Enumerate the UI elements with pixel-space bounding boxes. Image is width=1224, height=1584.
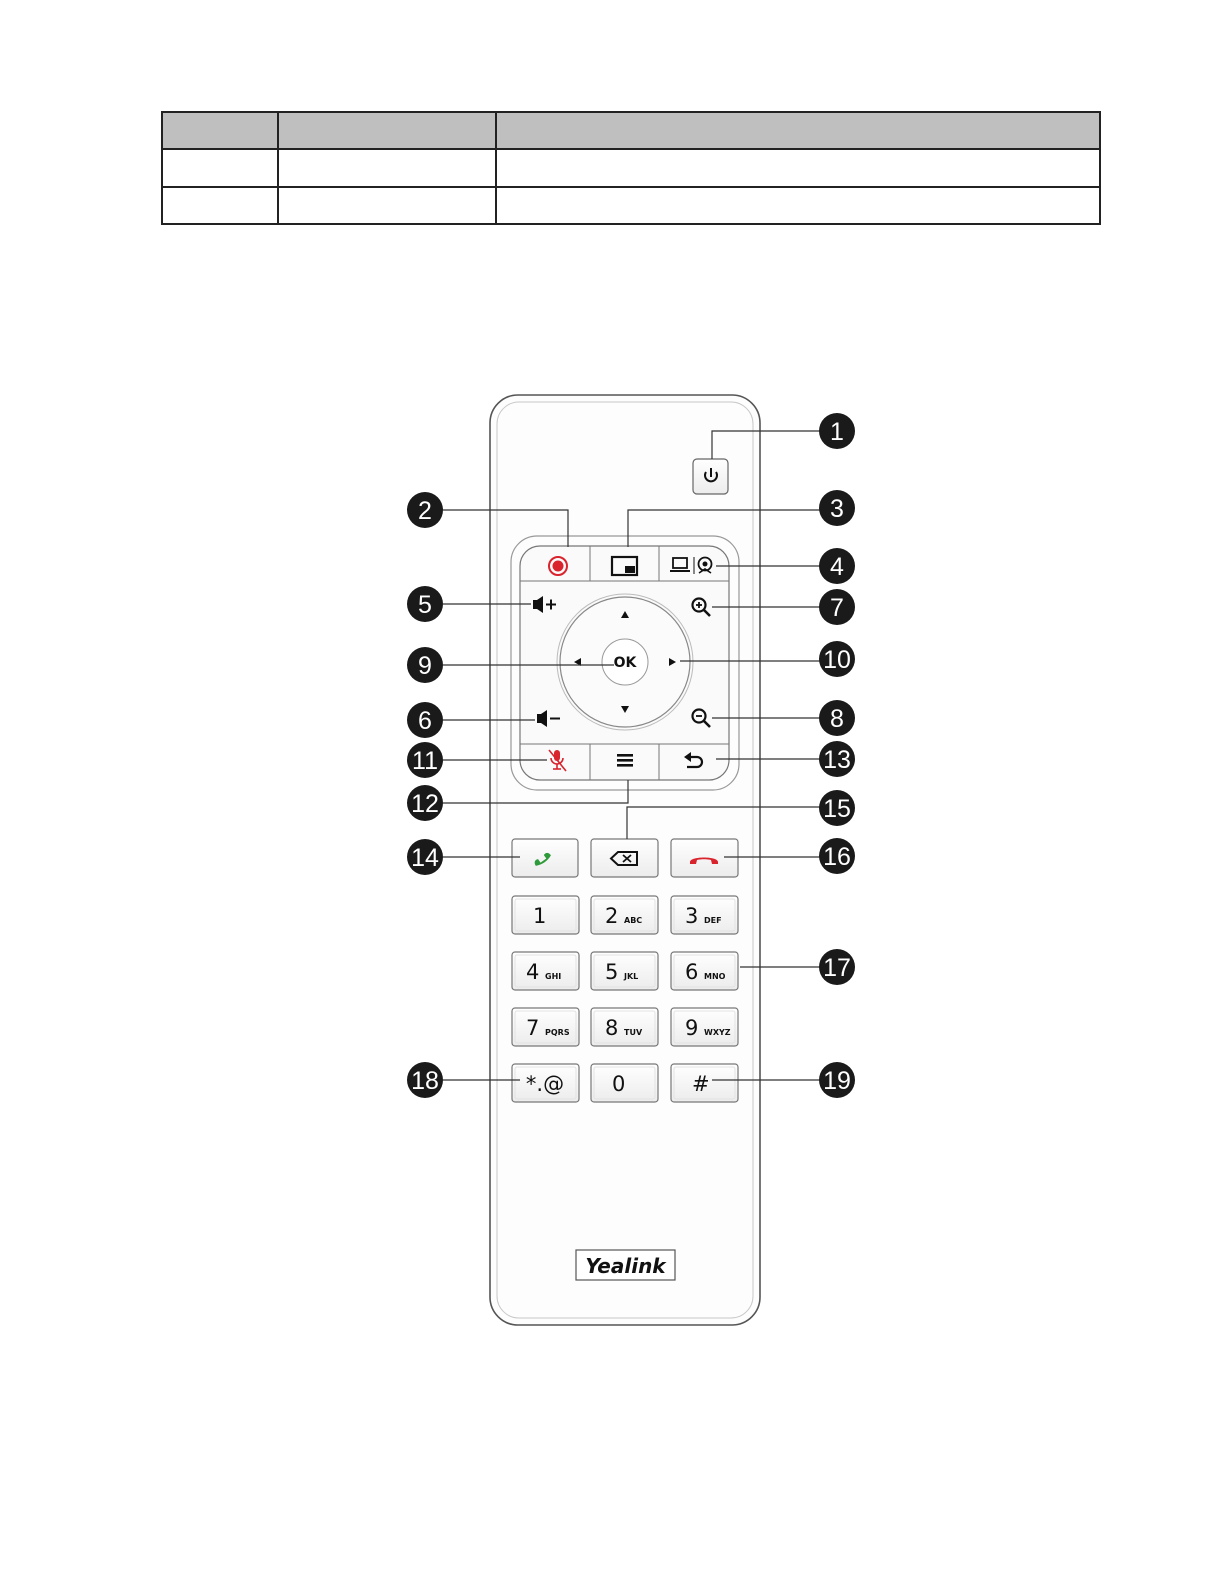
key-letters: DEF xyxy=(704,916,722,925)
callout-number: 8 xyxy=(830,705,844,733)
key-1[interactable] xyxy=(591,896,658,934)
callout-11 xyxy=(407,742,443,778)
key-7[interactable] xyxy=(591,1008,658,1046)
callout-13 xyxy=(819,741,855,777)
callout-2 xyxy=(407,492,443,528)
callout-number: 12 xyxy=(411,790,439,818)
callout-5 xyxy=(407,586,443,622)
brand-logo xyxy=(576,1250,675,1280)
key-letters: JKL xyxy=(624,972,639,981)
key-9[interactable] xyxy=(512,1064,579,1102)
layout-button[interactable] xyxy=(591,547,658,580)
ok-button[interactable] xyxy=(602,639,648,685)
brand-name: Yealink xyxy=(585,1254,666,1278)
key-digit: # xyxy=(692,1072,710,1096)
key-3[interactable] xyxy=(512,952,579,990)
presentation-camera-button[interactable] xyxy=(660,547,728,580)
key-digit: 3 xyxy=(685,904,699,928)
key-digit: 6 xyxy=(685,960,699,984)
key-letters: ABC xyxy=(624,916,643,925)
callout-16 xyxy=(819,838,855,874)
callout-1 xyxy=(819,413,855,449)
callout-number: 7 xyxy=(830,594,844,622)
power-button[interactable] xyxy=(693,459,728,494)
callout-19 xyxy=(819,1062,855,1098)
callout-14 xyxy=(407,839,443,875)
key-digit: 8 xyxy=(605,1016,619,1040)
callout-7 xyxy=(819,589,855,625)
callout-number: 15 xyxy=(823,795,851,823)
callout-number: 1 xyxy=(830,418,844,446)
key-0[interactable] xyxy=(512,896,579,934)
callout-9 xyxy=(407,647,443,683)
key-digit: 9 xyxy=(685,1016,699,1040)
mute-button[interactable] xyxy=(521,745,589,779)
key-11[interactable] xyxy=(671,1064,738,1102)
callout-number: 6 xyxy=(418,707,432,735)
record-icon xyxy=(553,561,564,572)
callout-8 xyxy=(819,700,855,736)
key-8[interactable] xyxy=(671,1008,738,1046)
callout-number: 18 xyxy=(411,1067,439,1095)
callout-3 xyxy=(819,490,855,526)
key-letters: GHI xyxy=(545,972,562,981)
callout-number: 2 xyxy=(418,497,432,525)
callout-number: 3 xyxy=(830,495,844,523)
callout-number: 14 xyxy=(411,844,439,872)
key-2[interactable] xyxy=(671,896,738,934)
callout-number: 10 xyxy=(823,646,851,674)
callout-number: 13 xyxy=(823,746,851,774)
callout-number: 11 xyxy=(412,747,438,775)
record-button[interactable] xyxy=(521,547,589,580)
key-digit: 0 xyxy=(612,1072,626,1096)
back-button[interactable] xyxy=(660,745,728,779)
callout-number: 5 xyxy=(418,591,432,619)
callout-number: 9 xyxy=(418,652,432,680)
callout-number: 17 xyxy=(823,954,851,982)
callout-4 xyxy=(819,548,855,584)
backspace-button[interactable] xyxy=(591,839,658,877)
callout-number: 4 xyxy=(830,553,844,581)
callout-15 xyxy=(819,790,855,826)
key-letters: WXYZ xyxy=(704,1028,731,1037)
key-digit: 7 xyxy=(526,1016,540,1040)
callout-10 xyxy=(819,641,855,677)
key-digit: 2 xyxy=(605,904,619,928)
key-digit: 4 xyxy=(526,960,540,984)
callout-17 xyxy=(819,949,855,985)
key-digit: 1 xyxy=(533,904,547,928)
key-digit: *.@ xyxy=(525,1072,565,1096)
key-5[interactable] xyxy=(671,952,738,990)
key-letters: TUV xyxy=(624,1028,643,1037)
key-letters: MNO xyxy=(704,972,726,981)
key-10[interactable] xyxy=(591,1064,658,1102)
callout-18 xyxy=(407,1062,443,1098)
answer-call-button[interactable] xyxy=(512,839,578,877)
key-letters: PQRS xyxy=(545,1028,570,1037)
callout-6 xyxy=(407,702,443,738)
menu-button[interactable] xyxy=(591,745,658,779)
ok-label: OK xyxy=(613,655,637,671)
key-digit: 5 xyxy=(605,960,619,984)
key-6[interactable] xyxy=(512,1008,579,1046)
menu-icon xyxy=(617,754,633,767)
key-4[interactable] xyxy=(591,952,658,990)
callout-12 xyxy=(407,785,443,821)
end-call-button[interactable] xyxy=(671,839,738,877)
callout-number: 19 xyxy=(823,1067,851,1095)
callout-number: 16 xyxy=(823,843,851,871)
